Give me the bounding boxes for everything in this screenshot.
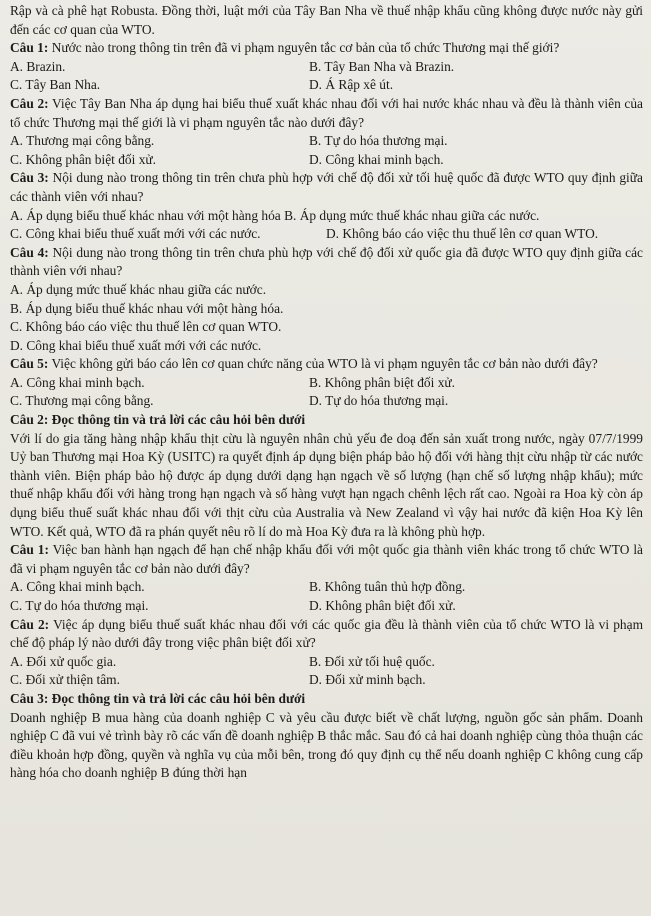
section-3-passage: Doanh nghiệp B mua hàng của doanh nghiệp C và yêu cầu được biết về chất lượng, nguồn gốc sản phẩm. Doanh nghiệp C đã vui vẻ trình bày rõ các vấn đề doanh nghiệp B thắc mắc. Sau đó cả hai doanh nghiệp cùng thỏa thuận các điều khoản hợp đồng, quyền và nghĩa vụ của mỗi bên, trong đó quy định cụ thể nếu doanh nghiệp C không cung cấp hàng hóa cho doanh nghiệp B đúng thời hạn bbox=[10, 709, 643, 781]
question-label: Câu 4: bbox=[10, 244, 49, 260]
question-text: Nước nào trong thông tin trên đã vi phạm nguyên tắc cơ bản của tổ chức Thương mại thế giới? bbox=[51, 40, 560, 56]
question-1 bbox=[10, 39, 643, 58]
question-4 bbox=[10, 244, 643, 281]
option-c: C. Tự do hóa thương mại. bbox=[10, 598, 149, 613]
question-label: Câu 1: bbox=[10, 40, 49, 56]
question-3 bbox=[10, 169, 643, 206]
option-c: C. Tây Ban Nha. bbox=[10, 77, 101, 93]
question-text: Việc Tây Ban Nha áp dụng hai biểu thuế xuất khác nhau đối với hai nước khác nhau và đều là thành viên của tổ chức Thương mại thế giới là vi phạm nguyên tắc nào dưới đây? bbox=[10, 95, 643, 130]
answer-options bbox=[10, 578, 643, 615]
option-a: A. Thương mại công bằng. bbox=[10, 133, 155, 149]
question-label: Câu 1: bbox=[10, 542, 49, 558]
option-b: B. Tây Ban Nha và Brazin. bbox=[309, 58, 455, 74]
section-2-passage: Với lí do gia tăng hàng nhập khẩu thịt cừu là nguyên nhân chủ yếu đe doạ đến sản xuất trong nước, ngày 07/7/1999 Uỷ ban Thương mại Hoa Kỳ (USITC) ra quyết định áp dụng biện pháp bảo hộ đối với hàng thịt cừu nhập từ các nước thành viên. Biện pháp bảo hộ được áp dụng dưới dạng hạn ngạch về số lượng (hạn chế số lượng nhập khẩu); mức thuế nhập khẩu đối với hàng trong hạn ngạch và số hàng vượt hạn ngạch chênh lệch rất cao. Ngoài ra Hoa kỳ còn áp dụng biểu thuế suất khác nhau đối với thịt cừu của Australia và New Zealand vì vậy hai nước đã kiện Hoa Kỳ lên WTO. Kết quả, WTO đã ra phán quyết nêu rõ lí do mà Hoa Kỳ đưa ra là không phù hợp. bbox=[10, 430, 643, 539]
option-d: D. Không phân biệt đối xử. bbox=[309, 598, 456, 613]
answer-options bbox=[10, 653, 643, 690]
option-a-b: A. Áp dụng biểu thuế khác nhau với một hàng hóa B. Áp dụng mức thuế khác nhau giữa các nước. bbox=[10, 207, 540, 223]
option-c: C. Đối xử thiện tâm. bbox=[10, 672, 120, 688]
answer-options bbox=[10, 132, 643, 169]
answer-options bbox=[10, 58, 643, 95]
option-d: D. Đối xử minh bạch. bbox=[309, 672, 426, 688]
option-d: D. Công khai biểu thuế xuất mới với các nước. bbox=[10, 337, 262, 353]
question-text: Việc không gửi báo cáo lên cơ quan chức năng của WTO là vi phạm nguyên tắc cơ bản nào dưới đây? bbox=[51, 356, 598, 372]
answer-options bbox=[10, 225, 643, 244]
option-b: B. Tự do hóa thương mại. bbox=[309, 133, 448, 149]
option-b: B. Áp dụng biểu thuế khác nhau với một hàng hóa. bbox=[10, 300, 284, 316]
option-a: A. Áp dụng mức thuế khác nhau giữa các nước. bbox=[10, 281, 267, 297]
option-d: D. Không báo cáo việc thu thuế lên cơ quan WTO. bbox=[326, 226, 599, 242]
intro-text: Rập và cà phê hạt Robusta. Đồng thời, luật mới của Tây Ban Nha về thuế nhập khẩu cũng không được nước này gửi đến các cơ quan của WTO. bbox=[10, 3, 643, 37]
option-c: C. Công khai biểu thuế xuất mới với các nước. bbox=[10, 226, 261, 242]
option-d: D. Tự do hóa thương mại. bbox=[309, 393, 449, 409]
option-b: B. Không tuân thủ hợp đồng. bbox=[309, 579, 466, 595]
question-text: Nội dung nào trong thông tin trên chưa phù hợp với chế độ đối xử quốc gia đã được WTO quy định giữa các thành viên với nhau? bbox=[10, 244, 643, 279]
option-b: B. Không phân biệt đối xử. bbox=[309, 374, 455, 390]
question-label: Câu 3: bbox=[10, 170, 49, 186]
question-label: Câu 2: bbox=[10, 616, 50, 632]
question-label: Câu 2: bbox=[10, 95, 49, 111]
answer-options bbox=[10, 374, 643, 411]
question-text: Việc ban hành hạn ngạch để hạn chế nhập khẩu đối với một quốc gia thành viên khác trong tổ chức WTO là đã vi phạm nguyên tắc cơ bản nào dưới đây? bbox=[10, 542, 643, 576]
section-2-question-1 bbox=[10, 541, 643, 578]
section-3-title: Câu 3: Đọc thông tin và trả lời các câu hỏi bên dưới bbox=[10, 690, 306, 706]
option-d: D. Á Rập xê út. bbox=[309, 77, 394, 93]
option-c: C. Thương mại công bằng. bbox=[10, 393, 154, 409]
option-c: C. Không báo cáo việc thu thuế lên cơ quan WTO. bbox=[10, 319, 282, 335]
option-b: B. Đối xử tối huệ quốc. bbox=[309, 653, 435, 669]
section-2-title: Câu 2: Đọc thông tin và trả lời các câu hỏi bên dưới bbox=[10, 412, 306, 428]
question-label: Câu 5: bbox=[10, 356, 49, 372]
option-a: A. Đối xử quốc gia. bbox=[10, 653, 117, 669]
question-text: Việc áp dụng biểu thuế suất khác nhau đối với các quốc gia đều là thành viên của tổ chức WTO là vi phạm chế độ pháp lý nào dưới đây trong việc phân biệt đối xử? bbox=[10, 616, 643, 651]
section-2-question-2 bbox=[10, 616, 643, 653]
question-2 bbox=[10, 95, 643, 132]
option-a: A. Công khai minh bạch. bbox=[10, 374, 145, 390]
option-a: A. Brazin. bbox=[10, 58, 66, 74]
option-a: A. Công khai minh bạch. bbox=[10, 579, 145, 595]
option-d: D. Công khai minh bạch. bbox=[309, 151, 444, 167]
question-text: Nội dung nào trong thông tin trên chưa phù hợp với chế độ đối xử tối huệ quốc đã được WTO quy định giữa các thành viên với nhau? bbox=[10, 170, 643, 204]
option-c: C. Không phân biệt đối xử. bbox=[10, 151, 156, 167]
question-5 bbox=[10, 355, 643, 374]
